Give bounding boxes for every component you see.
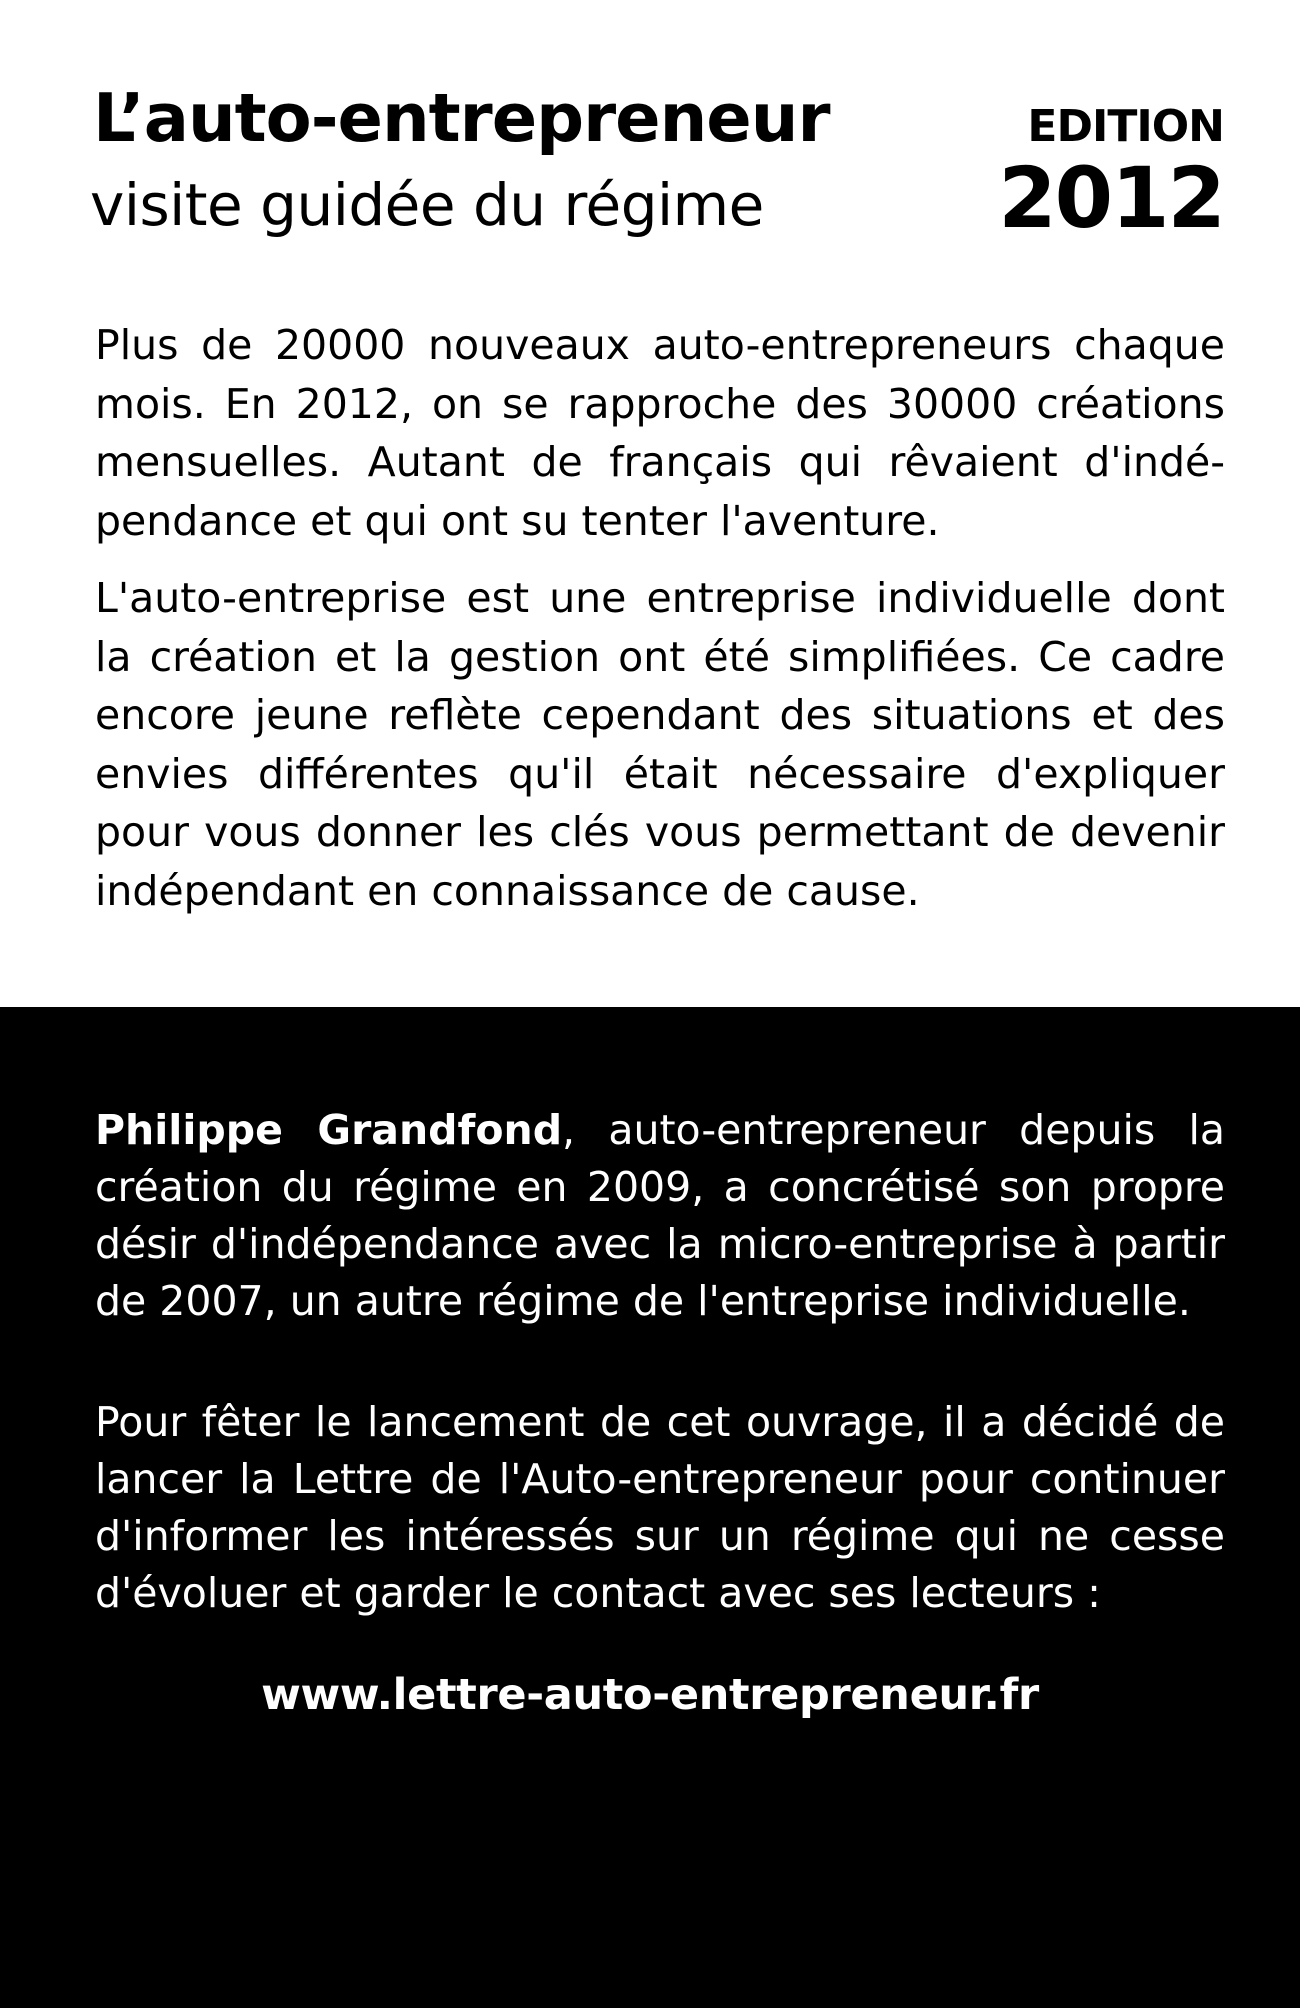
author-name: Philippe Grandfond: [95, 1106, 563, 1154]
edition-label: EDITION: [1027, 101, 1224, 152]
author-bio-text: , auto-entrepreneur depuis la création du régime en 2009, a concrétisé son propre désir d'indépendance avec la micro-entreprise à partir de 2007, un autre régime de l'entreprise individuelle.: [95, 1106, 1225, 1325]
book-title: L’auto-entrepreneur: [93, 79, 830, 157]
edition-year: 2012: [998, 149, 1224, 247]
author-bio: [95, 1102, 1225, 1330]
intro-paragraph-1: Plus de 20000 nouveaux auto-entrepreneurs chaque mois. En 2012, on se rapproche des 30000 créations mensuelles. Autant de français qui rêvaient d'indépendance et qui ont su tenter l'aventure.: [95, 321, 1225, 545]
book-subtitle: visite guidée du régime: [90, 171, 764, 239]
website-link[interactable]: www.lettre-auto-entrepreneur.fr: [261, 1670, 1039, 1720]
author-section: [0, 1007, 1300, 2008]
newsletter-paragraph: Pour fêter le lancement de cet ouvrage, il a décidé de lancer la Lettre de l'Auto-entrepreneur pour continuer d'informer les intéressés sur un régime qui ne cesse d'évoluer et garder le contact avec ses lecteurs :: [95, 1398, 1225, 1617]
intro-paragraph-2: L'auto-entreprise est une entreprise individuelle dont la création et la gestion ont été simplifiées. Ce cadre encore jeune reflète cependant des situations et des envies différentes qu'il était nécessaire d'expliquer pour vous donner les clés vous permettant de devenir indépendant en connaissance de cause.: [95, 574, 1225, 915]
